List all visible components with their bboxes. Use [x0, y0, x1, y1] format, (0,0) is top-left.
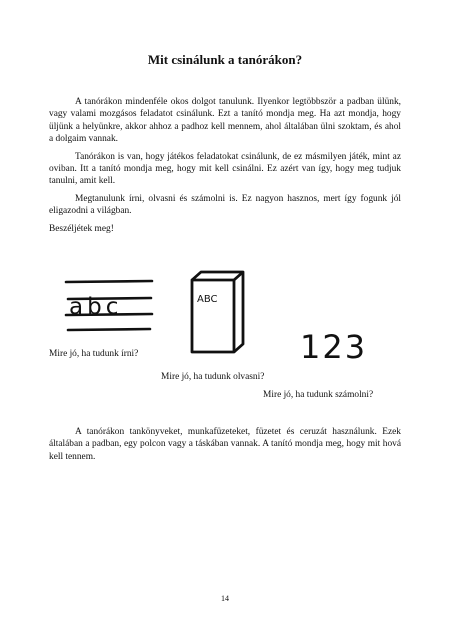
paragraph: Tanórákon is van, hogy játékos feladatokat csinálunk, de ez másmilyen játék, mint az oviban. Itt a tanító mondja meg, hogy mit kell csinálni. Ez azért van így, hogy meg tudjuk tanulni, amit kell. [49, 151, 401, 187]
paragraph: A tanórákon mindenféle okos dolgot tanulunk. Ilyenkor legtöbbször a padban ülünk, vagy valami mozgásos feladatot csinálunk. Ezt a tanító mondja meg. Ha azt mondja, hogy üljünk a helyünkre, akkor ahhoz a padhoz kell mennem, ahol általában ülni szoktam, és ahol a dolgaim vannak. [49, 97, 401, 145]
page-title: Mit csinálunk a tanórákon? [147, 52, 303, 67]
paragraph: Megtanulunk írni, olvasni és számolni is. Ez nagyon hasznos, mert így fogunk jól eligazodni a világban. [49, 193, 401, 217]
handwritten-numbers-drawing [298, 310, 368, 372]
book-abc-text: ABC [197, 294, 218, 305]
page-number: 14 [221, 594, 229, 603]
handwritten-abc-drawing [64, 272, 154, 334]
book-icon [186, 268, 252, 358]
abc-text: abc [69, 294, 123, 320]
caption-reading: Mire jó, ha tudunk olvasni? [161, 372, 265, 382]
numbers-text: 123 [300, 328, 368, 366]
outro-text [49, 426, 401, 468]
intro-text [49, 96, 401, 240]
paragraph: A tanórákon tankönyveket, munkafüzeteket, füzetet és ceruzát használunk. Ezek általában a padban, egy polcon vagy a táskában vannak. A tanító mondja meg, hogy mit hová kell tennem. [49, 427, 401, 462]
caption-writing: Mire jó, ha tudunk írni? [49, 349, 139, 359]
caption-counting: Mire jó, ha tudunk számolni? [263, 390, 374, 400]
discussion-prompt: Beszéljétek meg! [49, 223, 114, 234]
